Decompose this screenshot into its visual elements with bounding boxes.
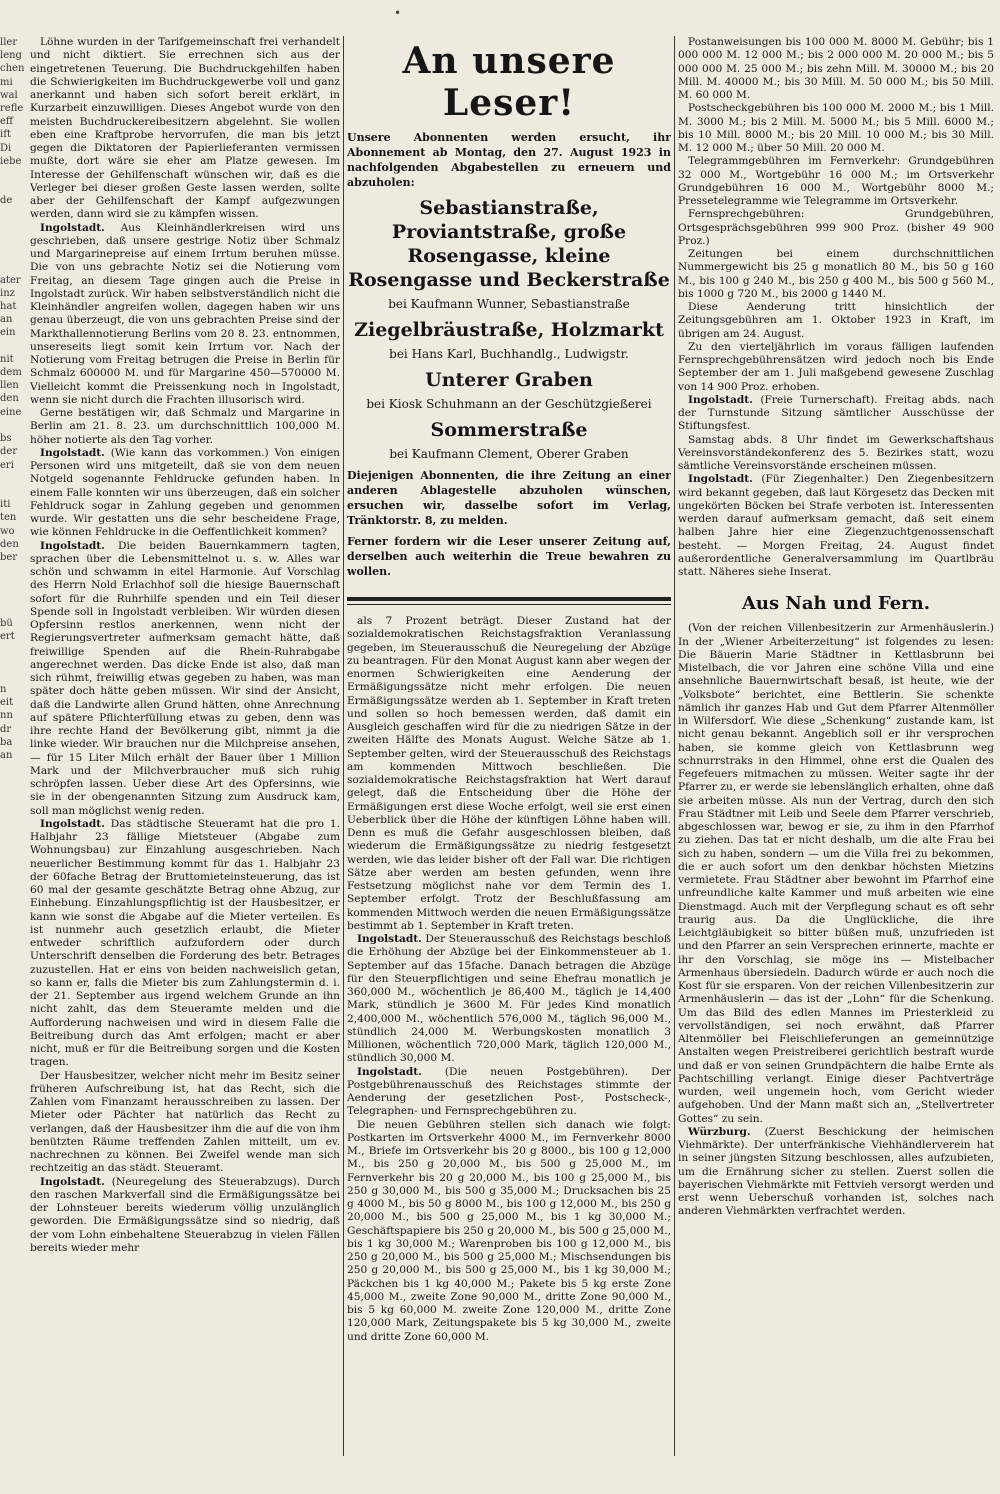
bleed-fragment: ller [0, 37, 18, 48]
bleed-fragment [0, 868, 24, 881]
bleed-fragment [0, 1145, 24, 1158]
article-paragraph [678, 394, 994, 434]
article-text: Die beiden Bauernkammern tagten, sprachen über die Lebensmittelnot u. s. w. Alles war schön und schwamm in eitel Harmonie. Auf Vorschlag des Herrn Nold Erlachhof soll die hiesige Bauernschaft sofort für die Ruhrhilfe spenden und ein Teil dieser Spende soll in Ingolstadt verbleiben. Wir würden diesen Opfersinn restlos anerkennen, wenn nicht der Regierungsvertreter aufmerksam gemacht hätte, daß freiwillige Spenden auf die Rhein-Ruhrabgabe angerechnet werden. Das dicke Ende ist also, daß man sich rühmt, freiwillig etwas gegeben zu haben, was man später doch hätte geben müssen. Wir sind der Ansicht, daß die Landwirte allen Grund hätten, ohne Anrechnung auf spätere Pflichterfüllung etwas zu geben, denn was ihre rechte Hand der Bevölkerung gibt, nimmt ja die linke wieder. Wir brauchen nur die Milchpreise ansehen, — für 15 Liter Milch erhält der Bauer über 1 Million Mark und der Milchverbraucher muß sich ruhig schröpfen lassen. Ueber diese Art des Opfersinns, wie sie in der obengenannten Sitzung zum Ausdruck kam, soll man möglichst wenig reden. [30, 539, 340, 817]
bleed-fragment [0, 1053, 24, 1066]
notice-divider-thin [347, 604, 671, 605]
bleed-fragment [0, 564, 24, 577]
bleed-fragment: eri [0, 459, 14, 471]
article-paragraph [678, 248, 994, 301]
bleed-fragment [0, 419, 24, 432]
bleed-fragment: an [0, 314, 13, 326]
article-paragraph [30, 447, 340, 540]
bleed-fragment [0, 1039, 24, 1052]
bleed-fragment: bü [0, 617, 13, 629]
bleed-fragment [0, 208, 24, 221]
column-rule [674, 36, 675, 1456]
bleed-fragment [0, 643, 24, 656]
article-text: (Wie kann das vorkommen.) Von einigen Personen wird uns mitgeteilt, daß sie von dem neuen Notgeld sogenannte Fehldrucke gefunden haben. In einem Falle konnten wir uns überzeugen, daß ein solcher Fehldruck sogar in Zahlung gegeben und genommen wurde. Wir gestatten uns die sehr bescheidene Frage, wie können Fehldrucke in die Oeffentlichkeit kommen? [30, 446, 340, 539]
bleed-fragment [0, 1264, 24, 1277]
notice-pickup-shop: bei Kaufmann Clement, Oberer Graben [389, 447, 629, 461]
bleed-fragment: Di [0, 142, 12, 154]
bleed-fragment: der [0, 446, 18, 458]
bleed-fragment [0, 947, 24, 960]
article-paragraph [678, 36, 994, 102]
article-paragraph [347, 933, 671, 1066]
article-text: als 7 Prozent beträgt. Dieser Zustand hat der sozialdemokratischen Reichstagsfraktion Veranlassung gegeben, im Steuerausschuß die Neuregelung der Abzüge zu beantragen. Für den Monat August kann aber wegen der enormen Schwierigkeiten eine Aenderung der Ermäßigungssätze nicht mehr erfolgen. Die neuen Ermäßigungssätze werden ab 1. September in Kraft treten und sollen so hoch bemessen werden, daß damit ein Ausgleich geschaffen wird für die zu niedrigen Sätze in der zweiten Hälfte des Monats August. Welche Sätze ab 1. September gelten, wird der Steuerausschuß des Reichstags am kommenden Mittwoch beschließen. Die sozialdemokratische Reichstagsfraktion hat Wert darauf gelegt, daß die Entscheidung über die Höhe der Ermäßigungen erst diese Woche erfolgt, weil sie erst einen Ueberblick über die Höhe der künftigen Löhne haben will. Denn es muß die Gefahr ausgeschlossen bleiben, daß wiederum die Ermäßigungssätze zu niedrig festgesetzt werden, wie das leider bisher oft der Fall war. Die richtigen Sätze aber werden am besten gefunden, wenn ihre Festsetzung möglichst nahe vor dem Termin des 1. September erfolgt. Trotz der Beschlußfassung am kommenden Mittwoch werden die neuen Ermäßigungssätze bestimmt ab 1. September in Kraft treten. [347, 615, 671, 932]
bleed-fragment: eine [0, 406, 22, 418]
bleed-fragment [0, 1317, 24, 1330]
bleed-fragment [0, 1079, 24, 1092]
bleed-fragment [0, 960, 24, 973]
article-dateline: Ingolstadt. [688, 473, 753, 486]
bleed-fragment: ert [0, 631, 15, 643]
bleed-fragment [0, 485, 24, 498]
article-text: (Freie Turnerschaft). Freitag abds. nach der Turnstunde Sitzung sämtlicher Ausschüsse der Stiftungsfest. [678, 393, 994, 433]
bleed-fragment: eit [0, 697, 14, 709]
bleed-fragment: ater [0, 274, 21, 286]
bleed-fragment [0, 775, 24, 788]
bleed-fragment [0, 168, 24, 181]
article-text: Zu den vierteljährlich im voraus fälligen laufenden Fernsprechgebührensätzen wird jedoch noch bis Ende September der am 1. Juli maßgebend gewesene Zuschlag von 14 900 Proz. erhoben. [678, 340, 994, 393]
article-paragraph [347, 615, 671, 933]
article-dateline: Ingolstadt. [357, 933, 422, 945]
bleed-fragment [0, 855, 24, 868]
bleed-fragment [0, 841, 24, 854]
bleed-fragment [0, 1119, 24, 1132]
bleed-fragment [0, 1370, 24, 1383]
notice-note-2: Ferner fordern wir die Leser unserer Zeitung auf, derselben auch weiterhin die Treue bewahren zu wollen. [347, 535, 671, 578]
bleed-fragment [0, 247, 24, 260]
bleed-fragment [0, 802, 24, 815]
bleed-fragment [0, 828, 24, 841]
bleed-fragment: nn [0, 710, 13, 722]
article-dateline: Ingolstadt. [40, 221, 105, 234]
notice-pickup-shop: bei Kiosk Schuhmann an der Geschützgießerei [366, 397, 652, 411]
article-dateline: Ingolstadt. [357, 1065, 422, 1078]
article-text: Gerne bestätigen wir, daß Schmalz und Margarine in Berlin am 21. 8. 23. um durchschnittlich 100,000 M. höher notierte als den Tag vorher. [30, 407, 340, 446]
article-paragraph [30, 1070, 340, 1176]
article-paragraph [678, 341, 994, 394]
article-text: Löhne wurden in der Tarifgemeinschaft frei verhandelt und nicht diktiert. Sie errechnen sich aus der eingetretenen Teuerung. Die Buchdruckgehilfen haben die Schwierigkeiten im Buchdruckgewerbe voll und ganz anerkannt und haben sich sofort bereit erklärt, in Kurzarbeit einzuwilligen. Dieses Angebot wurde von den meisten Buchdruckereibesitzern abgelehnt. Sie wollen eben eine Kraftprobe hervorrufen, die man bis jetzt gegen die Diktatoren der Papierlieferanten vermissen mußte, dort wäre sie eher am Platze gewesen. Im Interesse der Gehilfenschaft wünschen wir, daß es die Verleger bei dieser großen Geste lassen werden, sollte aber der Gehilfenschaft der Kampf aufgezwungen werden, dann wird sie zu kämpfen wissen. [30, 36, 340, 221]
bleed-fragment [0, 921, 24, 934]
article-paragraph [30, 540, 340, 818]
bleed-fragment [0, 934, 24, 947]
notice-streets: Sommerstraße [430, 419, 588, 441]
bleed-fragment: bs [0, 433, 12, 445]
article-dateline: Ingolstadt. [40, 1175, 105, 1188]
bleed-fragment [0, 973, 24, 986]
bleed-fragment [0, 907, 24, 920]
bleed-fragment [0, 1105, 24, 1118]
bleed-fragment [0, 881, 24, 894]
notice-title: An unsere Leser! [402, 40, 616, 124]
article-paragraph [30, 407, 340, 447]
reader-notice [347, 40, 671, 579]
bleed-fragment [0, 789, 24, 802]
column-right-text [678, 36, 994, 579]
article-text: Der Hausbesitzer, welcher nicht mehr im Besitz seiner früheren Aufschreibung ist, hat das Recht, sich die Zahlen vom Finanzamt herausschreiben zu lassen. Der Mieter oder Pächter hat natürlich das Recht zu verlangen, daß der Hausbesitzer ihm die auf die von ihm benützten Räume treffenden Zahlen mitteilt, um ev. nachrechnen zu können. Bei Zweifel wende man sich rechtzeitig an das städt. Steueramt. [30, 1069, 340, 1175]
article-paragraph [678, 622, 994, 1126]
article-paragraph [30, 1176, 340, 1256]
bleed-fragment: den [0, 393, 19, 405]
bleed-fragment [0, 1171, 24, 1184]
bleed-fragment: de [0, 195, 13, 207]
article-paragraph [30, 818, 340, 1070]
bleed-fragment [0, 1198, 24, 1211]
article-paragraph [30, 222, 340, 408]
notice-divider [347, 597, 671, 601]
article-text: (Neuregelung des Steuerabzugs). Durch den raschen Markverfall sind die Ermäßigungssätze bei der Lohnsteuer bereits wiederum völlig unzulänglich geworden. Die Ermäßigungssätze sind so niedrig, daß der vom Lohn einbehaltene Steuerabzug in vielen Fällen bereits wieder mehr [30, 1175, 340, 1254]
article-paragraph [347, 1066, 671, 1119]
article-dateline: Ingolstadt. [688, 393, 753, 406]
bleed-fragment [0, 815, 24, 828]
notice-locations [347, 196, 671, 462]
bleed-fragment: dr [0, 723, 12, 735]
article-text: Zeitungen bei einem durchschnittlichen Nummergewicht bis 25 g monatlich 80 M., bis 50 g 160 M., bis 100 g 240 M., bis 250 g 400 M., bis 500 g 560 M., bis 1000 g 720 M., bis 2000 g 1440 M. [678, 248, 994, 300]
bleed-fragment [0, 1092, 24, 1105]
column-rule [343, 36, 344, 1456]
bleed-fragment [0, 1185, 24, 1198]
section-text [678, 622, 994, 1218]
bleed-fragment [0, 1224, 24, 1237]
bleed-fragment [0, 221, 24, 234]
article-text: Diese Aenderung tritt hinsichtlich der Zeitungsgebühren am 1. Oktober 1923 in Kraft, im übrigen am 24. August. [678, 301, 994, 340]
article-paragraph [678, 208, 994, 248]
article-text: Die neuen Gebühren stellen sich danach wie folgt: Postkarten im Ortsverkehr 4000 M., im Fernverkehr 8000 M., Briefe im Ortsverkehr bis 20 g 8000., bis 100 g 12,000 M., bis 250 g 20,000 M., bis 500 g 25,000 M., im Fernverkehr bis 20 g 20,000 M., bis 100 g 25,000 M., bis 250 g 30,000 M., bis 500 g 35,000 M.; Drucksachen bis 25 g 4000 M., bis 50 g 8000 M., bis 100 g 12,000 M., bis 250 g 20,000 M., bis 500 g 25,000 M., bis 1 kg 30,000 M.; Geschäftspapiere bis 250 g 20,000 M., bis 500 g 25,000 M., bis 1 kg 30,000 M.; Warenproben bis 100 g 12,000 M., bis 250 g 20,000 M., bis 500 g 25,000 M.; Mischsendungen bis 250 g 20,000 M., bis 500 g 25,000 M., bis 1 kg 30,000 M.; Päckchen bis 1 kg 40,000 M.; Pakete bis 5 kg erste Zone 45,000 M., zweite Zone 90,000 M., dritte Zone 90,000 M., bis 5 kg 60,000 M. zweite Zone 120,000 M., dritte Zone 120,000 Mark, Zeitungspakete bis 5 kg 30,000 M., zweite und dritte Zone 60,000 M. [347, 1118, 671, 1343]
bleed-fragment [0, 1290, 24, 1303]
bleed-fragment: chen [0, 63, 24, 75]
bleed-fragment [0, 1396, 24, 1409]
bleed-fragment [0, 260, 24, 273]
article-text: Aus Kleinhändlerkreisen wird uns geschrieben, daß unsere gestrige Notiz über Schmalz und Margarinepreise auf einem Irrtum beruhen müsse. Die von uns gebrachte Notiz sei die Notierung vom Freitag, an diesem Tage gingen auch die Preise in Ingolstadt zurück. Wir haben selbstverständlich nicht die Kleinhändler angreifen wollen, dagegen haben wir uns genau überzeugt, die von uns gebrachten Preise sind der Markthallennotierung Berlins vom 20 8. 23. entnommen, unsereseits liegt somit kein Irrtum vor. Nach der Notierung vom Freitag betrugen die Preise in Berlin für Schmalz 600000 M. und für Margarine 450—570000 M. Vielleicht kommt die Preissenkung noch in Ingolstadt, wenn sie nicht durch die Frachten illusorisch wird. [30, 221, 340, 406]
article-paragraph [678, 434, 994, 474]
article-paragraph [678, 301, 994, 341]
notice-pickup-shop: bei Hans Karl, Buchhandlg., Ludwigstr. [389, 347, 629, 361]
bleed-fragment: refle [0, 103, 24, 115]
article-text: Telegrammgebühren im Fernverkehr: Grundgebühren 32 000 M., Wortgebühr 16 000 M.; im Ortsverkehr Grundgebühren 16 000 M., Wortgebühr 8000 M.; Pressetelegramme wie Telegramme im Ortsverkehr. [678, 155, 994, 207]
bleed-fragment: ten [0, 512, 17, 524]
bleed-fragment: an [0, 749, 13, 761]
adjacent-page-bleed [0, 36, 24, 1456]
column-middle-text [347, 615, 671, 1344]
article-dateline: Ingolstadt. [40, 539, 105, 552]
bleed-fragment: ift [0, 129, 11, 141]
bleed-fragment: ba [0, 736, 13, 748]
bleed-fragment [0, 1356, 24, 1369]
article-text: Postanweisungen bis 100 000 M. 8000 M. Gebühr; bis 1 000 000 M. 12 000 M.; bis 2 000 000 M. 20 000 M.; bis 5 000 000 M. 25 000 M.; bis zehn Mill. M. 30000 M.; bis 20 Mill. M. 40000 M.; bis 30 Mill. M. 50 000 M.; bis 50 Mill. M. 60 000 M. [678, 36, 994, 101]
bleed-fragment [0, 181, 24, 194]
notice-pickup-shop: bei Kaufmann Wunner, Sebastianstraße [388, 297, 630, 311]
article-paragraph [30, 36, 340, 222]
bleed-fragment: dem [0, 367, 22, 379]
bleed-fragment [0, 472, 24, 485]
bleed-fragment: nit [0, 353, 14, 365]
article-text: Samstag abds. 8 Uhr findet im Gewerkschaftshaus Vereinsvorständekonferenz des 5. Bezirkes statt, wozu sämtliche Vereinsvorstände erscheinen müssen. [678, 433, 994, 472]
column-right [678, 36, 994, 1456]
bleed-fragment [0, 762, 24, 775]
bleed-fragment [0, 1343, 24, 1356]
bleed-fragment: iti [0, 499, 11, 511]
article-text: (Von der reichen Villenbesitzerin zur Armenhäuslerin.) In der „Wiener Arbeiterzeitung“ ist folgendes zu lesen: Die Bäuerin Marie Städtner in Kettlasbrunn bei Mistelbach, die vor Jahren eine schöne Villa und eine ansehnliche Bauernwirtschaft besaß, ist heute, wie der „Volksbote“ berichtet, eine Bettlerin. Sie schenkte nämlich ihr ganzes Hab und Gut dem Pfarrer Altenmöller in Wilfersdorf. Wie diese „Schenkung“ zustande kam, ist nicht genau bekannt. Angeblich soll er ihr versprochen haben, sie komme gleich von Kettlasbrunn weg schnurrstraks in den Himmel, ohne erst die Qualen des Fegefeuers mitmachen zu müssen. Weiter sagte ihr der Pfarrer zu, er werde sie lebenslänglich erhalten, ohne daß sie arbeiten müsse. Als nun der Vertrag, durch den sich Frau Städtner mit Leib und Seele dem Pfarrer verschrieb, abgeschlossen war, bewog er sie, zu ihm in den Pfarrhof zu ziehen. Das tat er nicht deshalb, um die alte Frau bei sich zu haben, sondern — um die Villa frei zu bekommen, die er auch sofort um den denkbar höchsten Mietzins vermietete. Frau Städtner aber bewohnt im Pfarrhof eine unfreundliche kalte Kammer und muß arbeiten wie eine Dienstmagd. Auch mit der Verpflegung schaut es oft sehr traurig aus. Da die Unglückliche, die ihre Leichtgläubigkeit so bitter büßen muß, unzufrieden ist und den Pfarrer an sein Versprechen erinnerte, machte er ihr den Vorschlag, sie möge ins — Mistelbacher Armenhaus übersiedeln. Dadurch würde er auch noch die Kost für sie ersparen. Von der reichen Villenbesitzerin zur Armenhäuslerin — das ist der „Lohn“ für die Schenkung. Um das Bild des edlen Mannes im Priesterkleid zu vervollständigen, sei noch erwähnt, daß Pfarrer Altenmöller bei Fleischlieferungen an gemeinnützige Anstalten wegen Preistreiberei gerichtlich bestraft wurde und daß er von seinen Grundpächtern die halbe Ernte als Pachtschilling verlangt. Einige dieser Pachtverträge wurden, weil ungemein hoch, vom Gericht wieder aufgehoben. Und der Mann maßt sich an, „Stellvertreter Gottes“ zu sein. [678, 622, 994, 1125]
article-text: Das städtische Steueramt hat die pro 1. Halbjahr 23 fällige Mietsteuer (Abgabe zum Wohnungsbau) zur Einzahlung ausgeschrieben. Nach neuerlicher Bestimmung kommt für das 1. Halbjahr 23 der 60fache Betrag der Bruttomieteinsteuerung, das ist 60 mal der gesamte geschätzte Betrag ohne Abzug, zur Einhebung. Einzahlungspflichtig ist der Hausbesitzer, er kann wie sonst die Abgabe auf die Mieter verteilen. Es ist nunmehr auch gesetzlich erlaubt, die Mieter entweder schriftlich aufzufordern oder durch Unterschrift denselben die Forderung des betr. Betrages zuzustellen. Hat er eins von beiden nachweislich getan, so kann er, falls die Mieter bis zum Zahlungstermin d. i. der 21. September aus irgend welchem Grunde an ihn nicht zahlt, das dem Steueramte melden und die Aufforderung nachweisen und wird in diesem Falle die Beitreibung durch das Amt erfolgen; macht er aber nicht, muß er für die Beitreibung sorgen und die Kosten tragen. [30, 817, 340, 1069]
bleed-fragment [0, 1409, 24, 1422]
article-dateline: Ingolstadt. [40, 817, 105, 830]
bleed-fragment [0, 577, 24, 590]
bleed-fragment [0, 1066, 24, 1079]
bleed-fragment: mi [0, 76, 13, 88]
column-left [30, 36, 340, 1456]
bleed-fragment: wal [0, 89, 18, 101]
bleed-fragment [0, 604, 24, 617]
bleed-fragment [0, 1000, 24, 1013]
bleed-fragment: ber [0, 551, 18, 563]
article-paragraph [678, 102, 994, 155]
article-dateline: Ingolstadt. [40, 446, 105, 459]
article-text: (Für Ziegenhalter.) Den Ziegenbesitzern wird bekannt gegeben, daß laut Körgesetz das Decken mit ungekörten Böcken bei Strafe verboten ist. Interessenten werden darauf aufmerksam gemacht, daß seit einem halben Jahre hier eine Ziegenzuchtgenossenschaft besteht. — Morgen Freitag, 24. August findet außerordentliche Generalversammlung im Quartlbräu statt. Näheres siehe Inserat. [678, 473, 994, 578]
bleed-fragment: inz [0, 287, 15, 299]
section-heading: Aus Nah und Fern. [741, 593, 931, 615]
column-middle [347, 36, 671, 1456]
notice-streets: Sebastianstraße, Proviantstraße, große Rosengasse, kleine Rosengasse und Beckerstraße [348, 197, 670, 291]
bleed-fragment: n [0, 683, 7, 695]
article-paragraph [347, 1119, 671, 1344]
article-text: Postscheckgebühren bis 100 000 M. 2000 M.; bis 1 Mill. M. 3000 M.; bis 2 Mill. M. 5000 M.; bis 5 Mill. 6000 M.; bis 10 Mill. 8000 M.; bis 20 Mill. 10 000 M.; bis 30 Mill. M. 12 000 M.; über 50 Mill. 20 000 M. [678, 102, 994, 154]
bleed-fragment: den [0, 538, 19, 550]
bleed-fragment [0, 1158, 24, 1171]
article-text: Fernsprechgebühren: Grundgebühren, Ortsgesprächsgebühren 999 900 Proz. (bisher 49 900 Proz.) [678, 208, 994, 247]
bleed-fragment [0, 591, 24, 604]
bleed-fragment [0, 340, 24, 353]
bleed-fragment: llen [0, 380, 19, 392]
bleed-fragment [0, 1330, 24, 1343]
article-paragraph [678, 473, 994, 579]
bleed-fragment [0, 1013, 24, 1026]
bleed-fragment: hat [0, 301, 17, 313]
bleed-fragment [0, 1277, 24, 1290]
article-text: (Zuerst Beschickung der heimischen Viehmärkte). Der unterfränkische Viehhändlerverein hat in seiner jüngsten Sitzung beschlossen, alles aufzubieten, um die Ernährung sicher zu stellen. Zuerst sollen die bayerischen Viehmärkte mit Fettvieh versorgt werden und erst wenn Ueberschuß vorhanden ist, solches nach anderen Viehmärkten verfrachtet werden. [678, 1125, 994, 1218]
bleed-fragment [0, 1383, 24, 1396]
bleed-fragment: leng [0, 50, 22, 62]
bleed-fragment [0, 1251, 24, 1264]
bleed-fragment: eff [0, 116, 14, 128]
article-paragraph [678, 1126, 994, 1219]
bleed-fragment [0, 987, 24, 1000]
bleed-fragment [0, 234, 24, 247]
bleed-fragment [0, 657, 24, 670]
notice-intro: Unsere Abonnenten werden ersucht, ihr Abonnement ab Montag, den 27. August 1923 in nachfolgenden Abgabestellen zu erneuern und abzuholen: [347, 131, 671, 189]
bleed-fragment: iebe [0, 155, 22, 167]
notice-streets: Unterer Graben [425, 369, 593, 391]
bleed-fragment [0, 894, 24, 907]
article-dateline: Würzburg. [688, 1125, 751, 1138]
article-paragraph [678, 155, 994, 208]
bleed-fragment [0, 1211, 24, 1224]
article-text: (Die neuen Postgebühren). Der Postgebührenausschuß des Reichstages stimmte der Aenderung der gesetzlichen Post-, Postscheck-, Telegraphen- und Fernsprechgebühren zu. [347, 1065, 671, 1118]
bleed-fragment [0, 1026, 24, 1039]
print-mark: • [394, 6, 402, 20]
bleed-fragment: ein [0, 327, 16, 339]
bleed-fragment: wo [0, 525, 15, 537]
notice-streets: Ziegelbräustraße, Holzmarkt [354, 319, 664, 341]
article-text: Der Steuerausschuß des Reichstags beschloß die Erhöhung der Abzüge bei der Einkommensteuer ab 1. September auf das 15fache. Danach betragen die Abzüge für den Steuerpflichtigen und seine Ehefrau monatlich je 360,000 M., wöchentlich je 86,400 M., täglich je 14,400 Mark, stündlich je 3600 M. Für jedes Kind monatlich 2,400,000 M., wöchentlich 576,000 M., täglich 96,000 M., stündlich 24,000 M. Werbungskosten monatlich 3 Millionen, wöchentlich 720,000 Mark, täglich 120,000 M., stündlich 30,000 M. [347, 933, 671, 1065]
notice-note-1: Diejenigen Abonnenten, die ihre Zeitung an einer anderen Ablagestelle abzuholen wünschen, ersuchen wir, dasselbe sofort im Verlag, Tränktorstr. 8, zu melden. [347, 469, 671, 527]
bleed-fragment [0, 1132, 24, 1145]
bleed-fragment [0, 1304, 24, 1317]
bleed-fragment [0, 1237, 24, 1250]
bleed-fragment [0, 670, 24, 683]
